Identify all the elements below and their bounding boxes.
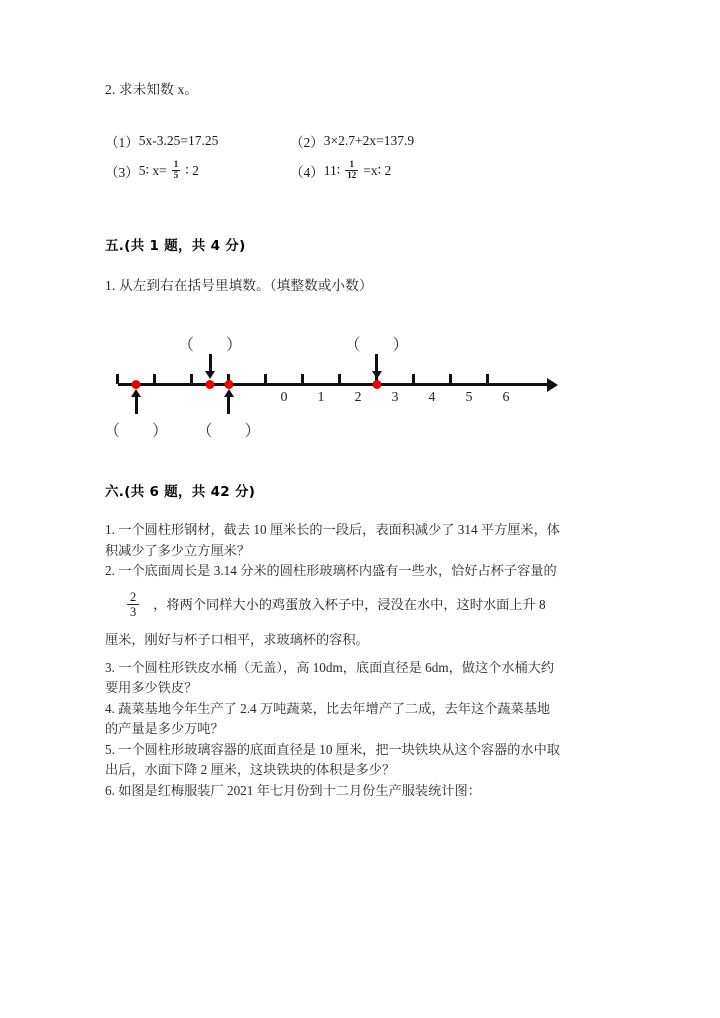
equation-prefix: 5∶ x= — [138, 163, 167, 178]
answer-blank-below-2[interactable]: （ ） — [196, 423, 261, 440]
problem-5-line-2: 出后，水面下降 2 厘米，这块铁块的体积是多少？ — [105, 762, 396, 777]
up-arrow-2 — [224, 389, 234, 414]
number-line-axis — [118, 383, 548, 386]
axis-tick — [412, 374, 414, 384]
answer-blank-below-1[interactable]: （ ） — [103, 423, 169, 440]
up-arrow-1 — [131, 389, 141, 414]
equation-suffix: =x∶ 2 — [363, 163, 392, 178]
fraction-numerator: 1 — [349, 159, 355, 170]
problem-2-after-fraction: ，将两个同样大小的鸡蛋放入杯子中，浸没在水中，这时水面上升 8 — [153, 597, 546, 612]
equations-title: 2. 求未知数 x。 — [105, 82, 199, 97]
section-five-heading: 五.(共 1 题，共 4 分) — [105, 238, 246, 254]
axis-tick — [301, 374, 303, 384]
problem-4-line-1: 4. 蔬菜基地今年生产了 2.4 万吨蔬菜，比去年增产了二成，去年这个蔬菜基地 — [105, 700, 551, 716]
equation-row — [105, 126, 625, 156]
equations-grid — [105, 126, 625, 186]
axis-tick — [486, 374, 488, 384]
axis-arrowhead-icon — [547, 378, 558, 392]
axis-label-4: 4 — [428, 390, 436, 405]
axis-label-5: 5 — [465, 390, 473, 405]
page-content — [105, 80, 625, 801]
axis-tick — [449, 374, 451, 384]
axis-tick — [153, 374, 155, 384]
equation-body: 5x-3.25=17.25 — [138, 133, 219, 148]
equation-prefix: 11∶ — [323, 163, 341, 178]
axis-tick — [116, 374, 118, 384]
down-arrow-2 — [372, 354, 382, 379]
equation-row — [105, 156, 625, 186]
equation-suffix: ∶ 2 — [185, 163, 199, 178]
section-five-question: 1. 从左到右在括号里填数。（填整数或小数） — [105, 278, 373, 293]
equation-item-1 — [105, 131, 290, 151]
equation-label: （4） — [290, 165, 324, 180]
equation-item-2 — [290, 131, 414, 151]
number-line-figure — [103, 330, 580, 440]
fraction-denominator: 12 — [347, 169, 357, 180]
axis-tick — [264, 374, 266, 384]
equation-item-4 — [290, 161, 391, 181]
axis-tick — [338, 374, 340, 384]
problem-2-tail: 厘米，刚好与杯子口相平，求玻璃杯的容积。 — [105, 632, 369, 647]
axis-label-6: 6 — [502, 390, 510, 405]
equation-label: （2） — [290, 135, 324, 150]
problem-3-line-2: 要用多少铁皮？ — [105, 680, 198, 695]
fraction-denominator: 5 — [173, 169, 179, 180]
axis-label-1: 1 — [317, 390, 325, 405]
fraction-one-twelfth — [345, 160, 358, 180]
number-line-dot-4 — [372, 380, 381, 389]
fraction-one-fifth — [172, 160, 181, 180]
problem-5-line-1: 5. 一个圆柱形玻璃容器的底面直径是 10 厘米，把一块铁块从这个容器的水中取 — [105, 741, 560, 757]
fraction-numerator: 2 — [130, 589, 137, 604]
fraction-numerator: 1 — [173, 159, 179, 170]
problem-6-line-1: 6. 如图是红梅服装厂 2021 年七月份到十二月份生产服装统计图： — [105, 782, 481, 798]
problem-2-line-1: 2. 一个底面周长是 3.14 分米的圆柱形玻璃杯内盛有一些水，恰好占杯子容量的 — [105, 563, 557, 578]
equation-body: 3×2.7+2x=137.9 — [323, 133, 415, 148]
problem-1-line-2: 积减少了多少立方厘米？ — [105, 542, 251, 558]
equation-item-3 — [105, 161, 290, 181]
axis-label-3: 3 — [391, 390, 399, 405]
fraction-two-thirds — [127, 590, 139, 621]
number-line-dot-3 — [224, 380, 233, 389]
problem-3-line-1: 3. 一个圆柱形铁皮水桶（无盖），高 10dm，底面直径是 6dm，做这个水桶大约 — [105, 659, 555, 675]
down-arrow-1 — [205, 354, 215, 379]
answer-blank-above-2[interactable]: （ ） — [344, 337, 409, 354]
number-line-dot-1 — [132, 380, 141, 389]
problem-2-fraction-line — [105, 590, 625, 621]
section-six — [105, 480, 625, 800]
fraction-denominator: 3 — [127, 604, 139, 620]
answer-blank-above-1[interactable]: （ ） — [177, 337, 243, 354]
equation-label: （1） — [105, 135, 139, 150]
axis-label-0: 0 — [280, 390, 288, 405]
equation-label: （3） — [105, 165, 139, 180]
axis-tick — [190, 374, 192, 384]
problem-1-line-1: 1. 一个圆柱形钢材，截去 10 厘米长的一段后，表面积减少了 314 平方厘米，体 — [105, 522, 560, 537]
section-six-heading: 六.(共 6 题，共 42 分) — [105, 484, 256, 500]
axis-label-2: 2 — [354, 390, 362, 405]
problem-4-line-2: 的产量是多少万吨？ — [105, 721, 224, 736]
number-line-dot-2 — [206, 380, 215, 389]
